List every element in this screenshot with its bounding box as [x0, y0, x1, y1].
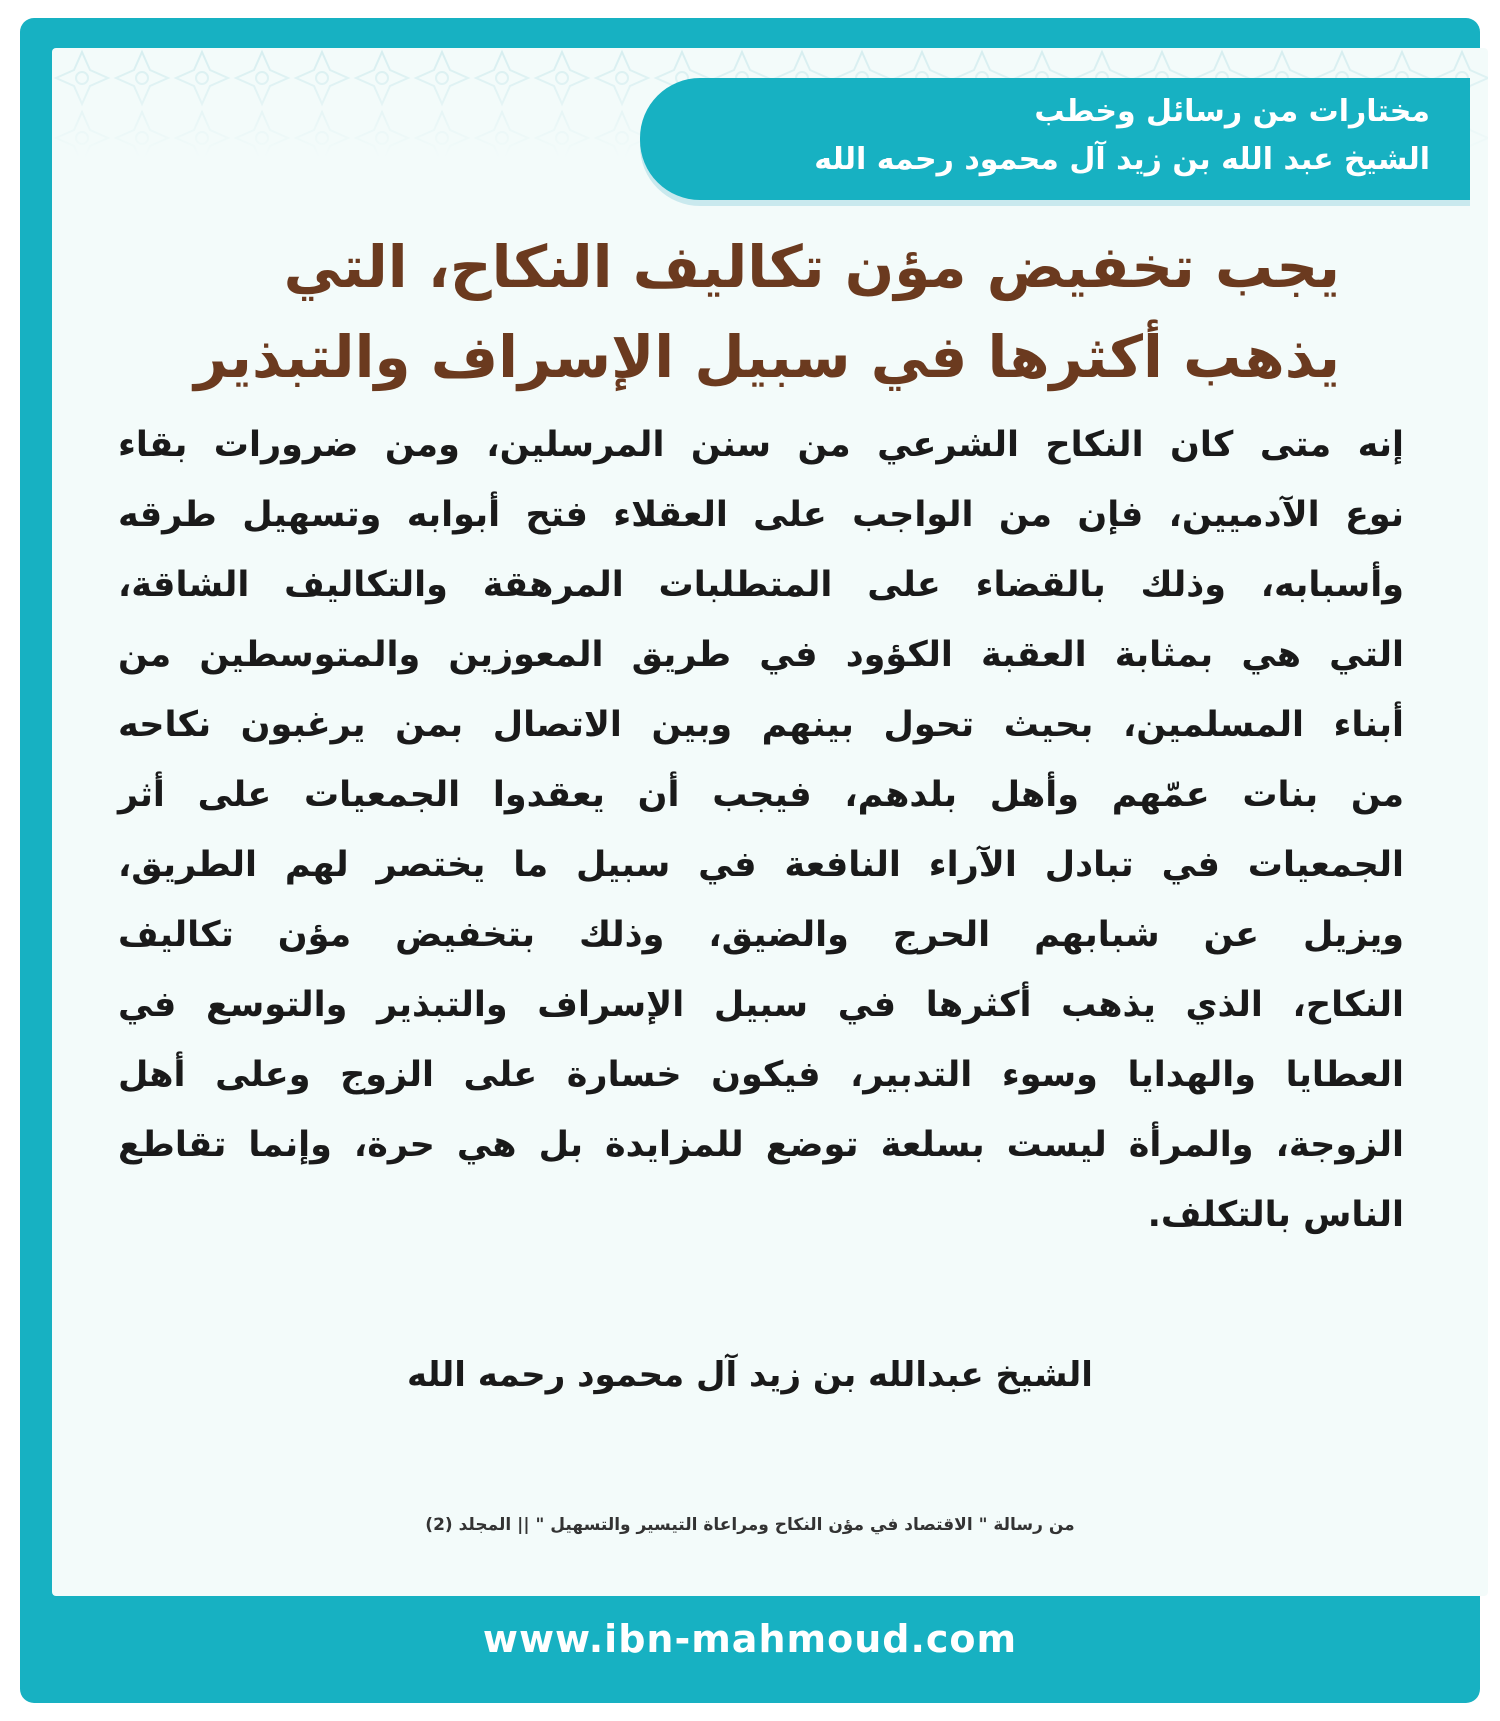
website-link[interactable]: www.ibn-mahmoud.com	[482, 1617, 1018, 1661]
body-line: ويزيل عن شبابهم الحرج والضيق، وذلك بتخفيض مؤن تكاليف	[118, 915, 1404, 955]
article-title	[120, 222, 1340, 402]
body-line: الجمعيات في تبادل الآراء النافعة في سبيل ما يختصر لهم الطريق،	[118, 845, 1404, 885]
body-line: الزوجة، والمرأة ليست بسلعة توضع للمزايدة بل هي حرة، وإنما تقاطع	[118, 1125, 1404, 1165]
body-line: من بنات عمّهم وأهل بلدهم، فيجب أن يعقدوا الجمعيات على أثر	[118, 775, 1404, 815]
header-banner	[640, 78, 1470, 200]
body-line: أبناء المسلمين، بحيث تحول بينهم وبين الاتصال بمن يرغبون نكاحه	[118, 705, 1404, 745]
header-text	[670, 88, 1430, 184]
body-line: التي هي بمثابة العقبة الكؤود في طريق المعوزين والمتوسطين من	[118, 635, 1404, 675]
title-line-1: يجب تخفيض مؤن تكاليف النكاح، التي	[283, 233, 1340, 301]
article-body	[118, 410, 1404, 1250]
author-signature: الشيخ عبدالله بن زيد آل محمود رحمه الله	[407, 1355, 1093, 1395]
header-line-1: مختارات من رسائل وخطب	[1034, 94, 1430, 129]
header-line-2: الشيخ عبد الله بن زيد آل محمود رحمه الله	[814, 142, 1430, 177]
body-line: إنه متى كان النكاح الشرعي من سنن المرسلين، ومن ضرورات بقاء	[118, 425, 1404, 465]
source-citation: من رسالة " الاقتصاد في مؤن النكاح ومراعاة التيسير والتسهيل " || المجلد (2)	[425, 1515, 1075, 1535]
body-line: العطايا والهدايا وسوء التدبير، فيكون خسارة على الزوج وعلى أهل	[118, 1055, 1404, 1095]
body-line: وأسبابه، وذلك بالقضاء على المتطلبات المرهقة والتكاليف الشاقة،	[118, 565, 1404, 605]
body-line: الناس بالتكلف.	[1147, 1195, 1404, 1235]
body-line: نوع الآدميين، فإن من الواجب على العقلاء فتح أبوابه وتسهيل طرقه	[118, 495, 1404, 535]
body-line: النكاح، الذي يذهب أكثرها في سبيل الإسراف والتبذير والتوسع في	[118, 985, 1404, 1025]
title-line-2: يذهب أكثرها في سبيل الإسراف والتبذير	[194, 323, 1340, 391]
